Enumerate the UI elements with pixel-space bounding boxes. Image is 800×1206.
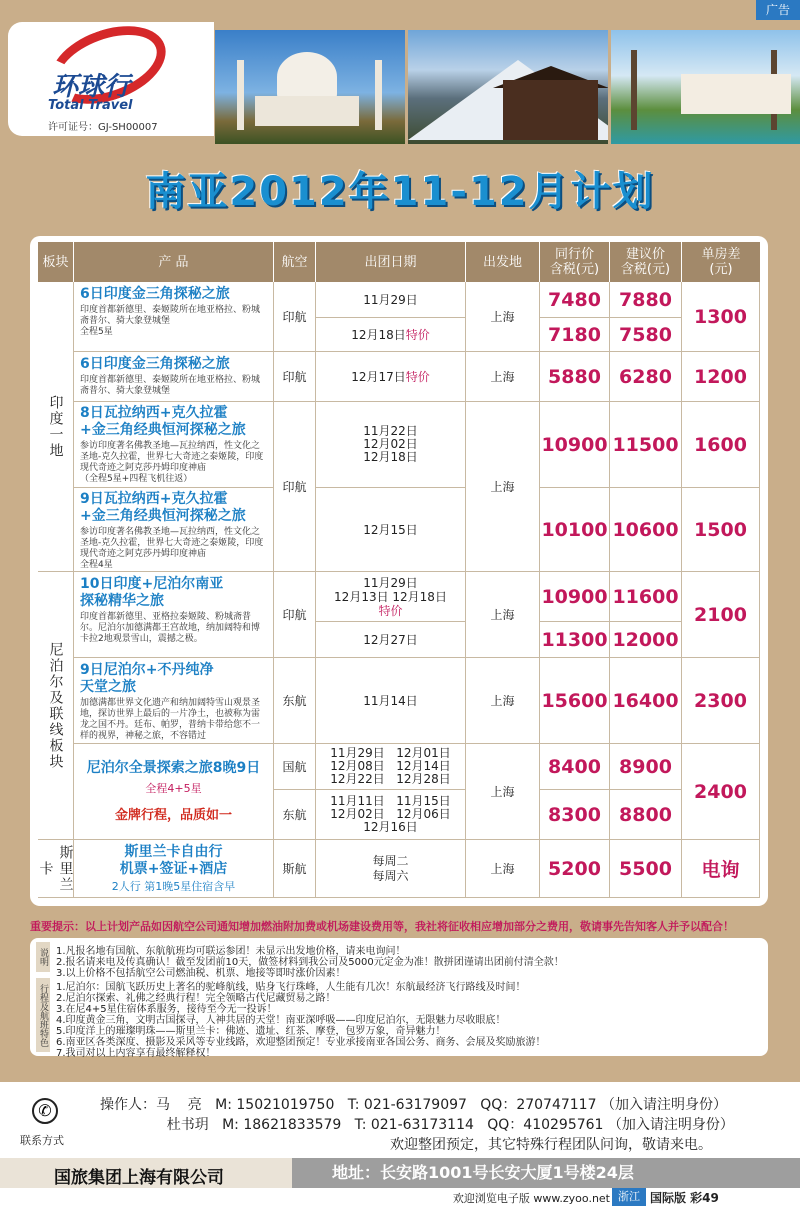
- product-cell: [74, 488, 274, 572]
- note-line: 3.以上价格不包括航空公司燃油税、机票、地接等即时涨价因素！: [56, 968, 346, 979]
- airline-cell: 印航: [274, 352, 316, 402]
- product-title: 尼泊尔全景探索之旅8晚9日: [86, 760, 261, 776]
- note-line: 1.凡报名地有国航、东航航班均可联运参团！未显示出发地价格，请来电询问！: [56, 946, 406, 957]
- departure-cell: 上海: [466, 744, 540, 840]
- bottom-bar: [0, 1188, 800, 1206]
- contact-section: [0, 1082, 800, 1158]
- peer-price: 10100: [540, 488, 610, 572]
- mountain-temple-photo: [408, 30, 608, 144]
- peer-price: 8400: [540, 744, 610, 790]
- single-supplement: 2100: [682, 572, 760, 658]
- brand-logo-box: [8, 22, 214, 136]
- website-text[interactable]: 欢迎浏览电子版 www.zyoo.net: [452, 1192, 610, 1205]
- phone-icon: ✆: [32, 1098, 58, 1124]
- important-notice: 重要提示：以上计划产品如因航空公司通知增加燃油附加费或机场建设费用等，我社将征收相应增加部分之费用，敬请事先告知客人并予以配合！: [30, 920, 734, 933]
- peer-price: 8300: [540, 790, 610, 840]
- airline-cell: 印航: [274, 572, 316, 658]
- notes-label-explain: 说明: [36, 942, 50, 972]
- company-name: 国旅集团上海有限公司: [54, 1168, 224, 1188]
- note-line: 4.印度黄金三角，文明古国探寻，人神共居的天堂！南亚深呼吸——印度尼泊尔，无限魅力尽收眼底！: [56, 1015, 506, 1026]
- product-desc: 加德满都世界文化遗产和纳加阔特雪山观景圣地，探访世界上最后的一片净土，也被称为雷龙之国不丹。廷布、帕罗，普纳卡带给您不一样的视界，神秘之旅，不容错过: [80, 698, 261, 741]
- departure-cell: 上海: [466, 840, 540, 898]
- notes-box: [30, 938, 768, 1059]
- product-cell: [74, 572, 274, 658]
- note-line: 3.在尼4+5星住宿体系服务，接待至今无一投诉！: [56, 1004, 277, 1015]
- retail-price: 6280: [610, 352, 682, 402]
- retail-price: 12000: [610, 622, 682, 658]
- date-cell: 12月18日 特价: [316, 318, 466, 352]
- product-cell: [74, 282, 274, 352]
- airline-cell: 印航: [274, 282, 316, 352]
- date-cell: 11月29日: [316, 282, 466, 318]
- date-cell: 11月29日 12月13日 12月18日 特价: [316, 572, 466, 622]
- product-desc: 参访印度著名佛教圣地—瓦拉纳西，性文化之圣地-克久拉霍，世界七大奇迹之泰姬陵，印度现代奇迹之阿克莎丹姆印度神庙 （全程5星+四程飞机往返）: [80, 441, 264, 484]
- header-dates: 出团日期: [316, 242, 466, 282]
- peer-price: 11300: [540, 622, 610, 658]
- note-line: 7.我司对以上内容享有最终解释权！: [56, 1048, 216, 1059]
- single-supplement: 1500: [682, 488, 760, 572]
- product-title: 10日印度+尼泊尔南亚 探秘精华之旅: [80, 576, 224, 609]
- product-title: 9日尼泊尔+不丹纯净 天堂之旅: [80, 662, 214, 695]
- province-tag: 浙江: [612, 1188, 646, 1206]
- note-line: 5.印度洋上的璀璨明珠——斯里兰卡：佛迹、遗址、红茶、摩登，包罗万象，奇异魅力！: [56, 1026, 446, 1037]
- header-departure: 出发地: [466, 242, 540, 282]
- header-airline: 航空: [274, 242, 316, 282]
- retail-price: 16400: [610, 658, 682, 744]
- special-tag: 特价: [405, 370, 430, 384]
- peer-price: 5880: [540, 352, 610, 402]
- contact-line-1: 操作人：马 亮 M: 15021019750 T: 021-63179097 QQ：270747117 （加入请注明身份）: [100, 1097, 727, 1113]
- header-peer-price: 同行价 含税(元): [540, 242, 610, 282]
- slogan: 金牌行程，品质如一: [114, 808, 232, 823]
- single-supplement: 1300: [682, 282, 760, 352]
- peer-price: 15600: [540, 658, 610, 744]
- tour-table: [30, 236, 768, 906]
- date-cell: 12月27日: [316, 622, 466, 658]
- single-supplement: 电询: [682, 840, 760, 898]
- table-header: [38, 242, 760, 282]
- departure-cell: 上海: [466, 658, 540, 744]
- retail-price: 7580: [610, 318, 682, 352]
- special-tag: 特价: [405, 328, 430, 342]
- peer-price: 5200: [540, 840, 610, 898]
- brand-name-en: Total Travel: [48, 98, 133, 113]
- date-cell: 11月29日 12月01日 12月08日 12月14日 12月22日 12月28日: [316, 744, 466, 790]
- peer-price: 10900: [540, 402, 610, 488]
- page-title: 南亚2012年11-12月计划: [145, 169, 655, 215]
- departure-cell: 上海: [466, 402, 540, 572]
- retail-price: 5500: [610, 840, 682, 898]
- header-retail-price: 建议价 含税(元): [610, 242, 682, 282]
- footer: [0, 1158, 800, 1188]
- single-supplement: 2300: [682, 658, 760, 744]
- date-cell: 12月15日: [316, 488, 466, 572]
- contact-line-3: 欢迎整团预定，其它特殊行程团队问询，敬请来电。: [390, 1137, 712, 1153]
- airline-cell: 印航: [274, 402, 316, 572]
- retail-price: 10600: [610, 488, 682, 572]
- airline-cell: 东航: [274, 658, 316, 744]
- product-cell: [74, 744, 274, 840]
- product-title: 6日印度金三角探秘之旅: [80, 286, 230, 302]
- product-sub: 2人行 第1晚5星住宿含早: [111, 879, 236, 893]
- contact-line-2: 杜书玥 M: 18621833579 T: 021-63173114 QQ：410295761 （加入请注明身份）: [100, 1117, 734, 1133]
- header-single-supplement: 单房差 (元): [701, 247, 741, 277]
- airline-cell: 东航: [274, 790, 316, 840]
- special-tag: 特价: [378, 603, 403, 618]
- notes-label-features: 行程及航班特色: [36, 978, 50, 1052]
- region-srilanka: 斯里兰卡: [38, 840, 74, 898]
- product-title: 9日瓦拉纳西+克久拉霍 +金三角经典恒河探秘之旅: [80, 491, 246, 524]
- region-nepal: 尼泊尔及联线板块: [38, 572, 74, 840]
- single-supplement: 2400: [682, 744, 760, 840]
- company-address: 地址：长安路1001号长安大厦1号楼24层: [292, 1158, 800, 1188]
- retail-price: 8800: [610, 790, 682, 840]
- product-desc: 参访印度著名佛教圣地—瓦拉纳西，性文化之圣地-克久拉霍，世界七大奇迹之泰姬陵，印度现代奇迹之阿克莎丹姆印度神庙 全程4星: [80, 527, 264, 570]
- star-rating-text: 全程4+5星: [145, 782, 202, 795]
- header-product: 产 品: [74, 242, 274, 282]
- product-desc: 印度首都新德里、亚格拉泰姬陵、粉城斋普尔。尼泊尔加德满都王宫故地，纳加阔特和博卡拉2地观景雪山，震撼之极。: [80, 612, 261, 644]
- note-line: 2.尼泊尔探索、礼佛之经典行程！完全领略古代尼藏贸易之路！: [56, 993, 336, 1004]
- product-cell: [74, 840, 274, 898]
- product-cell: [74, 658, 274, 744]
- date-cell: 11月22日 12月02日 12月18日: [316, 402, 466, 488]
- retail-price: 11600: [610, 572, 682, 622]
- peer-price: 7180: [540, 318, 610, 352]
- retail-price: 11500: [610, 402, 682, 488]
- airline-cell: 国航: [274, 744, 316, 790]
- note-line: 6.南亚区各类深度、摄影及采风等专业线路，欢迎整团预定！专业承接南亚各国公务、商务、会展及奖励旅游！: [56, 1037, 546, 1048]
- departure-cell: 上海: [466, 282, 540, 352]
- product-desc: 印度首都新德里、泰姬陵所在地亚格拉、粉城斋普尔、骑大象登城堡: [80, 375, 261, 396]
- departure-cell: 上海: [466, 352, 540, 402]
- header-region: 板块: [38, 242, 74, 282]
- peer-price: 10900: [540, 572, 610, 622]
- ad-label: 广告: [756, 0, 800, 20]
- single-supplement: 1200: [682, 352, 760, 402]
- date-cell: 12月17日 特价: [316, 352, 466, 402]
- product-cell: [74, 402, 274, 488]
- note-line: 1.尼泊尔：国航飞跃历史上著名的驼峰航线，贴身飞行珠峰，人生能有几次！东航最经济飞行路线及时间！: [56, 982, 526, 993]
- product-title: 8日瓦拉纳西+克久拉霍 +金三角经典恒河探秘之旅: [80, 405, 246, 438]
- airline-cell: 斯航: [274, 840, 316, 898]
- retail-price: 7880: [610, 282, 682, 318]
- product-desc: 印度首都新德里、泰姬陵所在地亚格拉、粉城斋普尔、骑大象登城堡 全程5星: [80, 305, 261, 337]
- product-title: 6日印度金三角探秘之旅: [80, 356, 230, 372]
- departure-cell: 上海: [466, 572, 540, 658]
- product-title: 斯里兰卡自由行 机票+签证+酒店: [119, 843, 228, 877]
- date-cell: 11月11日 11月15日 12月02日 12月06日 12月16日: [316, 790, 466, 840]
- license-number: 许可证号：GJ-SH00007: [48, 122, 158, 133]
- taj-mahal-photo: [215, 30, 405, 144]
- region-india: 印度一地: [38, 282, 74, 572]
- note-line: 2.报名请来电及传真确认！截至发团前10天，做签材料到我公司及5000元定金为准！散拼团谨请出团前付清全款！: [56, 957, 564, 968]
- product-cell: [74, 352, 274, 402]
- single-supplement: 1600: [682, 402, 760, 488]
- peer-price: 7480: [540, 282, 610, 318]
- contact-label: 联系方式: [20, 1134, 64, 1147]
- date-cell: 每周二 每周六: [316, 840, 466, 898]
- brand-name-cn: 环球行: [52, 72, 131, 102]
- resort-photo: [611, 30, 800, 144]
- retail-price: 8900: [610, 744, 682, 790]
- date-cell: 11月14日: [316, 658, 466, 744]
- edition-text: 国际版 彩49: [650, 1191, 719, 1205]
